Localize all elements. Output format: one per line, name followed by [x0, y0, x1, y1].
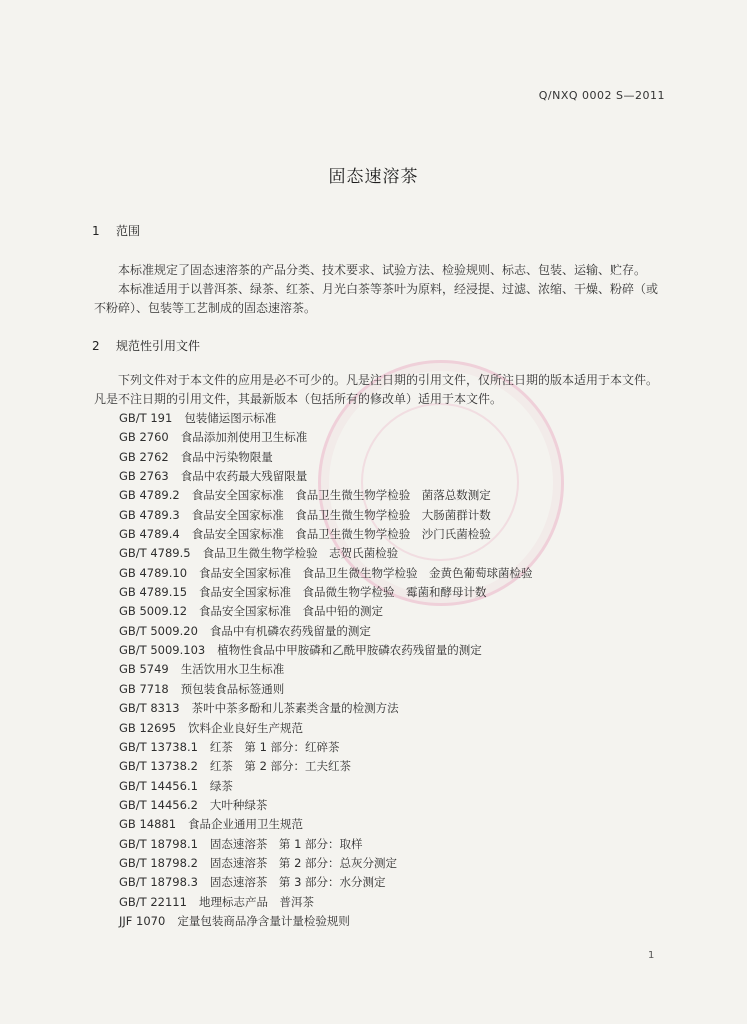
- section-1-heading: [92, 222, 140, 239]
- reference-title: 茶叶中茶多酚和儿茶素类含量的检测方法: [191, 701, 399, 716]
- section-1-number: 1: [92, 224, 100, 238]
- reference-item: [119, 757, 533, 776]
- reference-title: 食品卫生微生物学检验 志贺氏菌检验: [202, 546, 399, 561]
- reference-title: 食品企业通用卫生规范: [188, 817, 304, 832]
- reference-code: GB 14881: [119, 817, 177, 832]
- reference-item: [119, 583, 533, 602]
- reference-title: 地理标志产品 普洱茶: [198, 894, 314, 909]
- reference-item: [119, 467, 533, 486]
- section-2-intro: [94, 371, 668, 409]
- reference-item: [119, 486, 533, 505]
- reference-title: 植物性食品中甲胺磷和乙酰甲胺磷农药残留量的测定: [217, 643, 482, 658]
- reference-item: [119, 777, 533, 796]
- reference-code: GB 5749: [119, 662, 169, 677]
- reference-title: 食品添加剂使用卫生标准: [180, 430, 308, 445]
- reference-code: GB 4789.15: [119, 585, 188, 600]
- reference-code: GB/T 18798.2: [119, 855, 198, 870]
- reference-item: [119, 699, 533, 718]
- reference-item: [119, 409, 533, 428]
- scope-paragraph-2: 本标准适用于以普洱茶、绿茶、红茶、月光白茶等茶叶为原料，经浸提、过滤、浓缩、干燥、粉碎（或不粉碎）、包装等工艺制成的固态速溶茶。: [94, 282, 659, 315]
- reference-title: 食品安全国家标准 食品卫生微生物学检验 大肠菌群计数: [191, 507, 491, 522]
- reference-title: 固态速溶茶 第 3 部分：水分测定: [209, 875, 386, 890]
- reference-item: [119, 641, 533, 660]
- reference-title: 包装储运图示标准: [184, 411, 277, 425]
- reference-code: GB/T 22111: [119, 894, 187, 909]
- reference-title: 定量包装商品净含量计量检验规则: [177, 913, 350, 928]
- reference-title: 食品安全国家标准 食品中铅的测定: [199, 604, 384, 619]
- reference-item: [119, 796, 533, 815]
- reference-code: GB 4789.2: [119, 488, 180, 503]
- reference-item: [119, 854, 533, 873]
- reference-title: 食品中有机磷农药残留量的测定: [209, 623, 371, 638]
- references-intro-paragraph: 下列文件对于本文件的应用是必不可少的。凡是注日期的引用文件，仅所注日期的版本适用于本文件。凡是不注日期的引用文件，其最新版本（包括所有的修改单）适用于本文件。: [94, 373, 659, 406]
- document-title: 固态速溶茶: [328, 167, 419, 187]
- reference-code: GB/T 5009.20: [119, 623, 198, 638]
- reference-code: GB 2763: [119, 469, 169, 484]
- reference-item: [119, 738, 533, 757]
- reference-item: [119, 680, 533, 699]
- reference-title: 饮料企业良好生产规范: [188, 720, 304, 735]
- reference-title: 食品中农药最大残留限量: [180, 469, 308, 484]
- reference-item: [119, 622, 533, 641]
- reference-title: 绿茶: [209, 778, 233, 793]
- reference-item: [119, 544, 533, 563]
- reference-code: GB/T 4789.5: [119, 546, 191, 561]
- reference-code: GB 7718: [119, 681, 169, 696]
- reference-title: 食品安全国家标准 食品卫生微生物学检验 沙门氏菌检验: [191, 527, 491, 542]
- reference-code: GB/T 18798.3: [119, 875, 198, 890]
- reference-code: GB 2762: [119, 449, 169, 464]
- reference-item: [119, 525, 533, 544]
- reference-item: [119, 564, 533, 583]
- reference-title: 预包装食品标签通则: [180, 681, 285, 696]
- reference-code: GB/T 13738.1: [119, 739, 198, 754]
- reference-code: GB/T 18798.1: [119, 836, 198, 851]
- reference-code: GB 4789.10: [119, 565, 188, 580]
- reference-list: [119, 409, 533, 931]
- reference-item: [119, 893, 533, 912]
- reference-code: GB 2760: [119, 430, 169, 445]
- reference-title: 食品安全国家标准 食品微生物学检验 霉菌和酵母计数: [199, 585, 487, 600]
- reference-item: [119, 506, 533, 525]
- reference-title: 生活饮用水卫生标准: [180, 662, 285, 677]
- reference-title: 大叶种绿茶: [209, 797, 268, 812]
- reference-code: GB/T 191: [119, 411, 173, 425]
- reference-code: JJF 1070: [119, 913, 166, 928]
- reference-code: GB/T 5009.103: [119, 643, 206, 658]
- reference-item: [119, 912, 533, 931]
- reference-item: [119, 448, 533, 467]
- scope-paragraph-1: 本标准规定了固态速溶茶的产品分类、技术要求、试验方法、检验规则、标志、包装、运输、贮存。: [118, 263, 647, 277]
- page-number: 1: [648, 950, 655, 961]
- reference-code: GB/T 14456.1: [119, 778, 198, 793]
- reference-title: 红茶 第 2 部分：工夫红茶: [209, 759, 352, 774]
- reference-title: 食品中污染物限量: [180, 449, 273, 464]
- reference-title: 红茶 第 1 部分：红碎茶: [209, 739, 340, 754]
- reference-item: [119, 660, 533, 679]
- reference-item: [119, 815, 533, 834]
- section-2-title: 规范性引用文件: [116, 339, 201, 353]
- reference-title: 固态速溶茶 第 1 部分：取样: [209, 836, 363, 851]
- section-1-title: 范围: [116, 224, 141, 238]
- reference-title: 食品安全国家标准 食品卫生微生物学检验 菌落总数测定: [191, 488, 491, 503]
- reference-code: GB/T 13738.2: [119, 759, 198, 774]
- reference-item: [119, 428, 533, 447]
- standard-code: Q/NXQ 0002 S—2011: [538, 89, 665, 102]
- reference-code: GB/T 14456.2: [119, 797, 198, 812]
- reference-code: GB 12695: [119, 720, 177, 735]
- reference-title: 食品安全国家标准 食品卫生微生物学检验 金黄色葡萄球菌检验: [199, 565, 533, 580]
- reference-item: [119, 835, 533, 854]
- reference-item: [119, 719, 533, 738]
- reference-title: 固态速溶茶 第 2 部分：总灰分测定: [209, 855, 398, 870]
- section-2-number: 2: [92, 339, 100, 353]
- section-1-body: [94, 261, 668, 318]
- section-2-heading: [92, 337, 200, 354]
- reference-item: [119, 602, 533, 621]
- reference-code: GB 4789.4: [119, 527, 180, 542]
- reference-code: GB 5009.12: [119, 604, 188, 619]
- reference-code: GB 4789.3: [119, 507, 180, 522]
- reference-code: GB/T 8313: [119, 701, 180, 716]
- reference-item: [119, 873, 533, 892]
